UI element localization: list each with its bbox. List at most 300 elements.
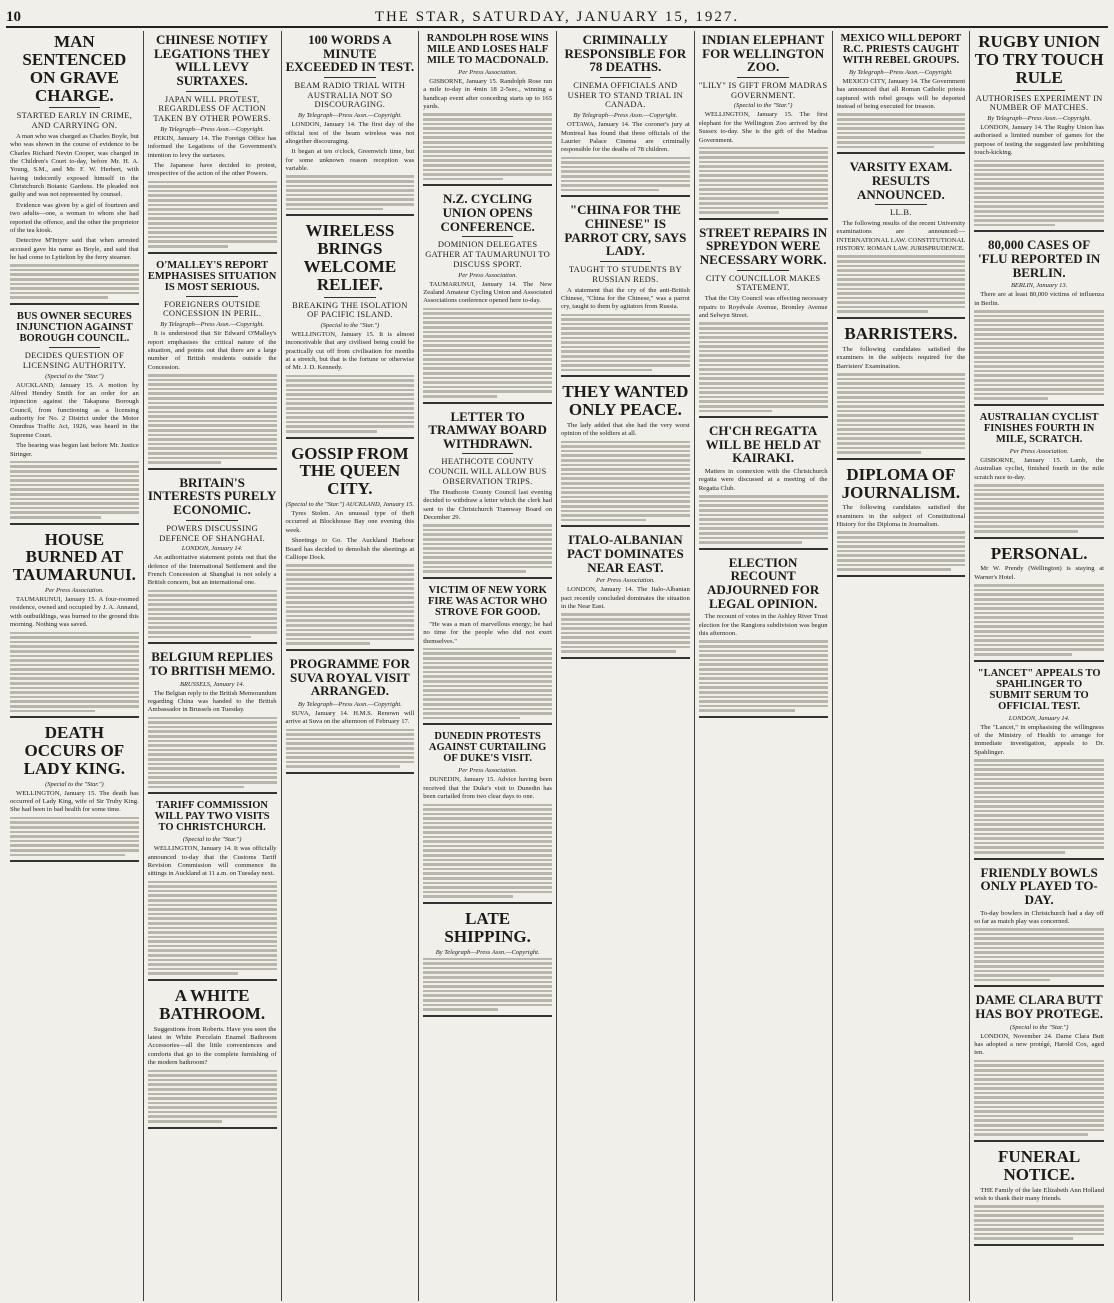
text-line — [699, 151, 828, 154]
text-line — [561, 180, 690, 183]
text-line — [10, 498, 139, 501]
paragraph: Suggestions from Roberts. Have you seen the latest in White Porcelain Enamel Bathroom Accessories—all the little conveniences and comforts that go to the complete furnishing of the modern bathroom? — [147, 1025, 277, 1067]
body-text-lines — [837, 255, 966, 313]
text-line — [974, 603, 1104, 606]
text-line — [974, 598, 1104, 601]
text-line — [423, 123, 552, 126]
text-line — [974, 951, 1104, 954]
text-line — [974, 512, 1104, 515]
body-text-lines — [10, 632, 139, 713]
paragraph: The Belgian reply to the British Memorandum regarding China was handed to the British Ambassador in Brussels on Tuesday. — [147, 689, 277, 714]
text-line — [699, 170, 828, 173]
article — [561, 33, 690, 197]
headline: AUSTRALIAN CYCLIST FINISHES FOURTH IN MILE, SCRATCH. — [979, 411, 1099, 445]
paragraph: The hearing was begun last before Mr. Justice Stringer. — [10, 442, 139, 458]
headline: BRITAIN'S INTERESTS PURELY ECONOMIC. — [147, 474, 277, 518]
text-line — [148, 735, 277, 738]
text-line — [974, 1115, 1104, 1118]
text-line — [837, 132, 966, 135]
article-divider — [561, 525, 690, 527]
text-line — [561, 627, 690, 630]
text-line — [974, 625, 1104, 628]
text-line — [974, 1078, 1104, 1081]
text-line — [148, 721, 277, 724]
text-line — [423, 808, 552, 811]
text-line — [974, 1237, 1073, 1240]
text-line — [974, 489, 1104, 492]
text-line — [974, 196, 1104, 199]
text-line — [423, 533, 552, 536]
text-line — [10, 461, 139, 464]
text-line — [423, 872, 552, 875]
article — [974, 238, 1104, 406]
text-line — [148, 434, 277, 437]
text-line — [148, 392, 277, 395]
text-line — [148, 968, 277, 971]
text-line — [10, 269, 139, 272]
article — [423, 731, 552, 904]
text-line — [423, 524, 552, 527]
text-line — [286, 412, 415, 415]
text-line — [974, 621, 1104, 624]
column-1 — [6, 31, 144, 1301]
paragraph: AUCKLAND, January 15. A motion by Alfred Hendry Smith for an order for an injunction against the Takapuna Borough Council, from functioning as a licensing authority for No. 2 District under the Motor Omnibus Traffic Act, 1926, was heard in the Supreme Court. — [10, 381, 139, 439]
text-line — [699, 341, 828, 344]
text-line — [148, 758, 277, 761]
text-line — [561, 650, 676, 653]
headline: THEY WANTED ONLY PEACE. — [562, 382, 689, 420]
article-divider — [699, 218, 828, 220]
article-divider — [148, 1127, 277, 1129]
dateline: Per Press Association. — [458, 69, 517, 77]
text-line — [423, 657, 552, 660]
text-line — [974, 315, 1104, 318]
text-line — [423, 895, 513, 898]
text-line — [423, 349, 552, 352]
headline: MEXICO WILL DEPORT R.C. PRIESTS CAUGHT WITH REBEL GROUPS. — [840, 33, 962, 67]
article-divider — [286, 214, 415, 216]
dateline: (Special to the "Star.") — [320, 322, 380, 330]
text-line — [561, 487, 690, 490]
article — [423, 410, 552, 579]
text-line — [423, 132, 552, 135]
text-line — [423, 886, 552, 889]
text-line — [837, 437, 966, 440]
text-line — [148, 972, 238, 975]
text-line — [837, 127, 966, 130]
text-line — [699, 410, 772, 413]
body-text-lines — [699, 147, 828, 214]
text-line — [974, 644, 1104, 647]
text-line — [10, 470, 139, 473]
subheadline: AUTHORISES EXPERIMENT IN NUMBER OF MATCHES. — [975, 92, 1103, 113]
paragraph: WELLINGTON, January 15. The first elephant for the Wellington Zoo arrived by the Sussex to-day. She is the gift of the Madras Government. — [698, 111, 828, 144]
headline: A WHITE BATHROOM. — [159, 986, 266, 1023]
article-divider — [148, 792, 277, 794]
paragraph: LONDON, January 14. The Italo-Albanian pact recently concluded dominates the situation in the Near East. — [561, 586, 690, 611]
text-line — [974, 768, 1104, 771]
body-text-lines — [837, 113, 966, 148]
text-line — [148, 424, 277, 427]
text-line — [974, 1064, 1104, 1067]
text-line — [423, 367, 552, 370]
text-line — [974, 1101, 1104, 1104]
text-line — [423, 164, 552, 167]
text-line — [561, 341, 690, 344]
text-line — [974, 819, 1104, 822]
text-line — [699, 165, 828, 168]
rule — [737, 270, 789, 271]
text-line — [423, 958, 552, 961]
text-line — [148, 1097, 277, 1100]
text-line — [148, 899, 277, 902]
text-line — [148, 936, 277, 939]
text-line — [423, 312, 552, 315]
dateline: (Special to the "Star.") — [1009, 1023, 1069, 1031]
page-number: 10 — [6, 9, 21, 25]
dateline: By Telegraph—Press Assn.—Copyright. — [297, 112, 402, 120]
subheadline: CINEMA OFFICIALS AND USHER TO STAND TRIAL IN CANADA. — [567, 79, 684, 110]
text-line — [148, 457, 277, 460]
text-line — [286, 761, 415, 764]
text-line — [837, 531, 966, 534]
text-line — [148, 894, 277, 897]
dateline: BERLIN, January 13. — [1010, 282, 1068, 290]
text-line — [423, 976, 552, 979]
text-line — [148, 222, 277, 225]
rule — [1013, 90, 1065, 91]
text-line — [148, 922, 277, 925]
text-line — [974, 1219, 1104, 1222]
text-line — [837, 306, 966, 309]
text-line — [974, 351, 1104, 354]
text-line — [699, 523, 828, 526]
text-line — [148, 636, 251, 639]
text-line — [974, 210, 1104, 213]
text-line — [423, 150, 552, 153]
headline: MAN SENTENCED ON GRAVE CHARGE. — [22, 32, 127, 105]
text-line — [699, 174, 828, 177]
text-line — [837, 146, 935, 149]
text-line — [974, 1069, 1104, 1072]
text-line — [837, 396, 966, 399]
paragraph: WELLINGTON, January 15. The death has occurred of Lady King, wife of Sir Truby King. She had been in bad health for some time. — [10, 789, 139, 814]
text-line — [10, 840, 139, 843]
text-line — [699, 650, 828, 653]
text-line — [974, 310, 1104, 313]
paragraph: GISBORNE, January 15. Lamb, the Australian cyclist, finished fourth in the mile scratch race to-day. — [974, 456, 1104, 481]
text-line — [974, 365, 1104, 368]
text-line — [286, 606, 415, 609]
text-line — [148, 617, 277, 620]
text-line — [974, 201, 1104, 204]
text-line — [974, 356, 1104, 359]
paragraph: Tyres Stolen. An unusual type of theft occurred at Blockhouse Bay one evening this week. — [285, 510, 415, 534]
text-line — [423, 994, 552, 997]
text-line — [286, 738, 415, 741]
text-line — [423, 981, 552, 984]
text-line — [699, 368, 828, 371]
text-line — [148, 447, 277, 450]
body-text-lines — [423, 524, 552, 573]
headline: DAME CLARA BUTT HAS BOY PROTEGE. — [975, 992, 1103, 1022]
text-line — [423, 136, 552, 139]
text-line — [286, 203, 415, 206]
text-line — [699, 537, 828, 540]
text-line — [699, 202, 828, 205]
subheadline: BREAKING THE ISOLATION OF PACIFIC ISLAND. — [292, 299, 408, 320]
text-line — [423, 999, 552, 1002]
text-line — [10, 664, 139, 667]
text-line — [423, 967, 552, 970]
subheadline: TAUGHT TO STUDENTS BY RUSSIAN REDS. — [568, 263, 682, 284]
text-line — [286, 569, 415, 572]
text-line — [423, 354, 552, 357]
body-text-lines — [423, 648, 552, 720]
text-line — [10, 710, 95, 713]
body-text-lines — [974, 1205, 1104, 1240]
text-line — [148, 185, 277, 188]
text-line — [974, 507, 1104, 510]
text-line — [974, 612, 1104, 615]
dateline: Per Press Association. — [458, 271, 517, 279]
body-text-lines — [974, 584, 1104, 656]
paragraph: MEXICO CITY, January 14. The Government has announced that all Roman Catholic priests captured with rebel groups will be deported instead of being executed for treason. — [836, 78, 966, 111]
text-line — [423, 146, 552, 149]
text-line — [286, 379, 415, 382]
text-line — [974, 639, 1104, 642]
text-line — [10, 502, 139, 505]
rule — [462, 453, 514, 454]
text-line — [148, 1106, 277, 1109]
text-line — [148, 717, 277, 720]
text-line — [423, 685, 552, 688]
text-line — [423, 1008, 498, 1011]
rule — [324, 77, 376, 78]
text-line — [561, 454, 690, 457]
text-line — [561, 175, 690, 178]
text-line — [423, 118, 552, 121]
text-line — [837, 428, 966, 431]
dateline: By Telegraph—Press Assn.—Copyright. — [987, 115, 1091, 123]
text-line — [974, 800, 1104, 803]
text-line — [286, 752, 415, 755]
body-text-lines — [974, 484, 1104, 533]
text-line — [148, 1088, 277, 1091]
text-line — [974, 814, 1104, 817]
headline: HOUSE BURNED AT TAUMARUNUI. — [12, 529, 136, 585]
text-line — [974, 956, 1104, 959]
text-line — [423, 854, 552, 857]
text-line — [837, 424, 966, 427]
text-line — [837, 554, 966, 557]
article — [423, 585, 552, 726]
text-line — [974, 823, 1104, 826]
article — [561, 203, 690, 377]
article-divider — [10, 303, 139, 305]
text-line — [148, 603, 277, 606]
text-line — [974, 933, 1104, 936]
text-line — [423, 680, 552, 683]
text-line — [286, 208, 384, 211]
headline: "LANCET" APPEALS TO SPAHLINGER TO SUBMIT SERUM TO OFFICIAL TEST. — [977, 667, 1101, 712]
text-line — [286, 592, 415, 595]
headline: TARIFF COMMISSION WILL PAY TWO VISITS TO CHRISTCHURCH. — [154, 800, 270, 834]
body-text-lines — [423, 804, 552, 898]
text-line — [974, 205, 1104, 208]
text-line — [286, 393, 415, 396]
text-line — [974, 828, 1104, 831]
headline: CHINESE NOTIFY LEGATIONS THEY WILL LEVY SURTAXES. — [154, 32, 271, 88]
article — [974, 1148, 1104, 1246]
headline: GOSSIP FROM THE QUEEN CITY. — [291, 443, 409, 499]
text-line — [286, 601, 415, 604]
paragraph: Detective M'Intyre said that when arrested accused gave his name as Boyle, and said that he had come to Lyttelton by the ferry steamer. — [10, 237, 139, 261]
paragraph: It began at ten o'clock, Greenwich time, but for some unknown reason reception was variable. — [285, 148, 415, 173]
subheadline: FOREIGNERS OUTSIDE CONCESSION IN PERIL. — [162, 298, 262, 319]
text-line — [699, 327, 828, 330]
text-line — [561, 360, 690, 363]
text-line — [148, 1070, 277, 1073]
text-line — [286, 407, 415, 410]
body-text-lines — [148, 181, 277, 248]
text-line — [974, 493, 1104, 496]
article-divider — [837, 458, 966, 460]
subheadline: BEAM RADIO TRIAL WITH AUSTRALIA NOT SO DISCOURAGING. — [294, 79, 406, 110]
text-line — [699, 696, 828, 699]
text-line — [974, 1092, 1104, 1095]
text-line — [699, 668, 828, 671]
text-line — [561, 464, 690, 467]
paragraph: TAUMARUNUI, January 14. The New Zealand Amateur Cycling Union and Associated Associations conference opened here to-day. — [423, 280, 552, 305]
body-text-lines — [148, 590, 277, 639]
text-line — [837, 141, 966, 144]
body-text-lines — [423, 113, 552, 180]
text-line — [423, 694, 552, 697]
text-line — [423, 363, 552, 366]
text-line — [699, 396, 828, 399]
text-line — [10, 650, 139, 653]
text-line — [423, 662, 552, 665]
text-line — [423, 390, 552, 393]
dateline: By Telegraph—Press Assn.—Copyright. — [297, 700, 402, 708]
column-2 — [144, 31, 282, 1301]
text-line — [699, 354, 828, 357]
text-line — [974, 525, 1104, 528]
text-line — [699, 156, 828, 159]
text-line — [974, 1228, 1104, 1231]
text-line — [148, 415, 277, 418]
text-line — [561, 519, 646, 522]
text-line — [423, 155, 552, 158]
text-line — [699, 677, 828, 680]
article — [148, 33, 277, 254]
body-text-lines — [286, 375, 415, 433]
text-line — [148, 613, 277, 616]
paragraph: A man who was charged as Charles Boyle, but who was shown in the course of evidence to be Charles Richard Nevin Cooper, was charged in the Children's Court to-day, before Mr. H. A. Young, S.M., and Mr. F. W. Herbert, with having indecently exposed himself in the Christchurch Botanic Gardens. He pleaded not guilty and was not represented by counsel. — [10, 132, 139, 199]
text-line — [423, 538, 552, 541]
text-line — [10, 493, 139, 496]
article — [423, 192, 552, 403]
rule — [875, 204, 927, 205]
paragraph: The lady added that she had the very worst opinion of the soldiers at all. — [561, 421, 690, 438]
text-line — [148, 1102, 277, 1105]
text-line — [974, 937, 1104, 940]
text-line — [974, 635, 1104, 638]
article-divider — [699, 416, 828, 418]
text-line — [561, 510, 690, 513]
text-line — [148, 931, 277, 934]
text-line — [699, 518, 828, 521]
text-line — [10, 668, 139, 671]
headline: LETTER TO TRAMWAY BOARD WITHDRAWN. — [428, 408, 547, 451]
text-line — [974, 1210, 1104, 1213]
article — [148, 650, 277, 794]
headline: ELECTION RECOUNT ADJOURNED FOR LEGAL OPINION. — [706, 554, 820, 611]
text-line — [423, 331, 552, 334]
text-line — [837, 260, 966, 263]
article — [286, 33, 415, 216]
text-line — [423, 813, 552, 816]
dateline: (Special to the "Star.") — [45, 780, 104, 788]
paragraph: GISBORNE, January 15. Randolph Rose ran a mile to-day in 4min 18 2-5sec., winning a handicap event after conceding starts up to 165 yards. — [423, 78, 552, 111]
text-line — [423, 178, 503, 181]
article-divider — [974, 660, 1104, 662]
text-line — [974, 169, 1104, 172]
text-line — [837, 559, 966, 562]
paragraph: The following candidates satisfied the examiners in the subject of Constitutional History for the Diploma in Journalism. — [836, 504, 966, 529]
text-line — [10, 264, 139, 267]
text-line — [10, 516, 101, 519]
text-line — [148, 379, 277, 382]
rule — [600, 77, 652, 78]
text-line — [974, 219, 1104, 222]
text-line — [974, 1129, 1104, 1132]
text-line — [837, 123, 966, 126]
text-line — [286, 180, 415, 183]
text-line — [974, 607, 1104, 610]
text-line — [423, 652, 552, 655]
dateline: By Telegraph—Press Assn.—Copyright. — [160, 125, 264, 133]
article — [286, 445, 415, 651]
text-line — [148, 890, 277, 893]
text-line — [561, 364, 690, 367]
headline: BARRISTERS. — [844, 324, 958, 344]
text-line — [286, 596, 415, 599]
text-line — [148, 730, 277, 733]
text-line — [974, 960, 1104, 963]
text-line — [699, 709, 796, 712]
text-line — [423, 321, 552, 324]
article — [286, 222, 415, 438]
article-divider — [423, 184, 552, 186]
text-line — [974, 974, 1104, 977]
text-line — [837, 118, 966, 121]
text-line — [148, 231, 277, 234]
text-line — [148, 881, 277, 884]
article — [974, 412, 1104, 539]
text-line — [10, 659, 139, 662]
body-text-lines — [699, 640, 828, 712]
text-line — [699, 336, 828, 339]
text-line — [286, 416, 415, 419]
text-line — [974, 361, 1104, 364]
text-line — [561, 441, 690, 444]
text-line — [10, 854, 125, 857]
text-line — [286, 629, 415, 632]
text-line — [423, 358, 552, 361]
text-line — [148, 622, 277, 625]
